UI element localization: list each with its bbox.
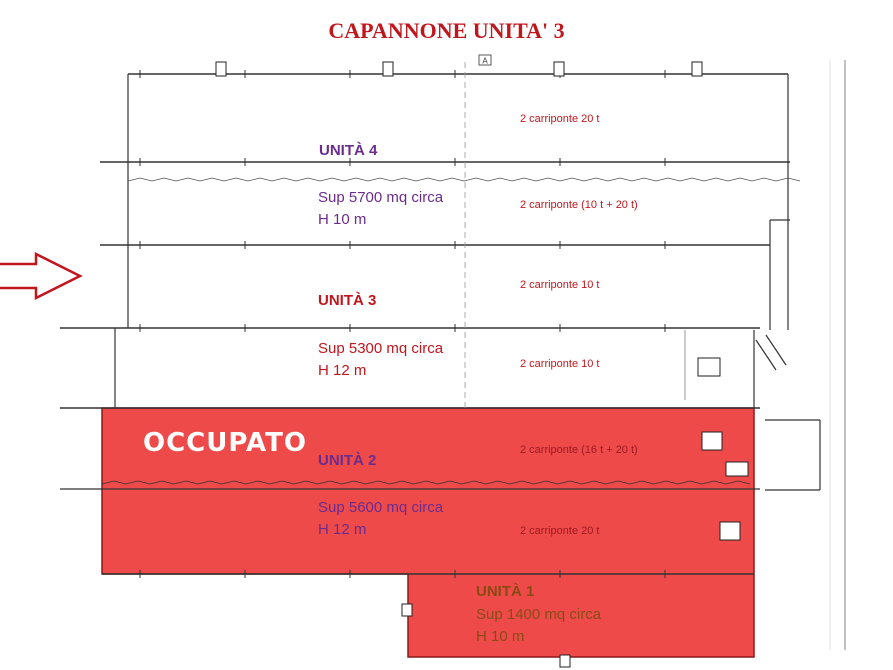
- plan-title: CAPANNONE UNITA' 3: [328, 18, 565, 43]
- unit4-name: UNITÀ 4: [319, 142, 378, 159]
- unit4-height: H 10 m: [318, 211, 367, 228]
- crane-label: 2 carriponte (16 t + 20 t): [520, 444, 638, 456]
- unit3-name: UNITÀ 3: [318, 292, 377, 309]
- unit2-name: UNITÀ 2: [318, 452, 377, 469]
- unit1-height: H 10 m: [476, 628, 525, 645]
- crane-label: 2 carriponte (10 t + 20 t): [520, 199, 638, 211]
- crane-label: 2 carriponte 20 t: [520, 525, 600, 537]
- unit2-height: H 12 m: [318, 521, 367, 538]
- unit4-area: Sup 5700 mq circa: [318, 189, 444, 206]
- right-arrow-outline-icon: [0, 254, 80, 298]
- unit1-area: Sup 1400 mq circa: [476, 606, 602, 623]
- crane-label: 2 carriponte 10 t: [520, 279, 600, 291]
- unit3-height: H 12 m: [318, 362, 367, 379]
- unit1-name: UNITÀ 1: [476, 583, 535, 600]
- crane-label: 2 carriponte 20 t: [520, 113, 600, 125]
- unit3-area: Sup 5300 mq circa: [318, 340, 444, 357]
- unit2-area: Sup 5600 mq circa: [318, 499, 444, 516]
- occupied-label: OCCUPATO: [143, 428, 307, 458]
- crane-label: 2 carriponte 10 t: [520, 358, 600, 370]
- section-marker: A: [482, 56, 488, 66]
